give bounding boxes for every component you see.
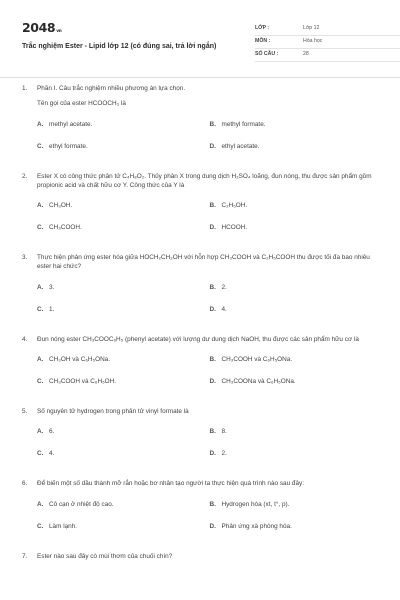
option-text: CH₃COOH và C₆H₅ONa.: [221, 355, 293, 363]
meta-row-subject: [255, 36, 400, 49]
meta-label: SỐ CÂU :: [255, 51, 279, 58]
option-letter: B.: [209, 355, 216, 363]
question-7: [22, 552, 382, 561]
question-number: 1.: [22, 85, 28, 92]
option-b[interactable]: [210, 283, 383, 305]
options: [22, 120, 382, 164]
question-number: 3.: [22, 254, 28, 262]
option-b[interactable]: [210, 120, 383, 142]
question-text: Để biến một số dầu thành mỡ rắn hoặc bơ nhân tạo người ta thực hiện quá trình nào sau đây:: [37, 480, 304, 488]
meta-label: LỚP :: [255, 25, 270, 32]
option-row: [37, 283, 382, 305]
option-b[interactable]: [210, 500, 383, 522]
option-a[interactable]: [37, 427, 210, 449]
site-logo[interactable]: [22, 19, 61, 37]
meta-value: 28: [303, 51, 309, 58]
option-c[interactable]: [37, 449, 210, 471]
option-letter: C.: [37, 522, 44, 530]
question-head: [22, 407, 382, 416]
option-text: Phản ứng xà phòng hóa.: [221, 522, 292, 530]
option-b[interactable]: [210, 355, 383, 377]
options: [22, 500, 382, 544]
option-text: 1.: [49, 305, 55, 313]
option-text: CH₃COOH.: [49, 224, 82, 232]
option-row: [37, 201, 382, 223]
option-text: CH₃COOH và C₆H₅OH.: [49, 377, 117, 385]
option-a[interactable]: [37, 120, 210, 142]
options: [22, 283, 382, 327]
meta-table: [255, 23, 400, 62]
question-head: [22, 479, 382, 488]
option-row: [37, 377, 382, 399]
question-text: Đun nóng ester CH₃COOC₆H₅ (phenyl acetate) với lượng dư dung dịch NaOH, thu được các sản phẩm hữu cơ là: [37, 335, 359, 343]
option-a[interactable]: [37, 201, 210, 223]
options: [22, 201, 382, 245]
meta-row-class: [255, 23, 400, 36]
option-row: [37, 142, 382, 164]
option-d[interactable]: [210, 522, 383, 544]
meta-value: Lớp 12: [303, 25, 320, 32]
option-letter: B.: [209, 283, 216, 291]
question-head: [22, 335, 382, 344]
option-d[interactable]: [210, 449, 383, 471]
option-row: [37, 305, 382, 327]
option-row: [37, 500, 382, 522]
option-letter: A.: [37, 428, 44, 436]
option-text: ethyl formate.: [49, 142, 88, 150]
option-letter: B.: [209, 120, 216, 128]
option-letter: C.: [37, 377, 44, 385]
question-text: Ester nào sau đây có mùi thơm của chuối chín?: [37, 552, 173, 560]
option-text: 4.: [221, 305, 227, 313]
option-text: ethyl acetate.: [221, 142, 260, 150]
option-c[interactable]: [37, 142, 210, 164]
option-a[interactable]: [37, 283, 210, 305]
question-text: Thực hiện phản ứng ester hóa giữa HOCH₂CH₂OH với hỗn hợp CH₃COOH và C₂H₅COOH thu được tối đa bao nhiêu ester hai chức?: [37, 254, 370, 271]
option-text: 3.: [49, 283, 55, 291]
question-head: [22, 552, 382, 561]
option-letter: B.: [209, 202, 216, 210]
option-b[interactable]: [210, 201, 383, 223]
question-number: 4.: [22, 335, 28, 343]
question-number: 7.: [22, 552, 28, 560]
question-5: [22, 407, 382, 471]
option-text: methyl acetate.: [49, 120, 93, 128]
option-row: [37, 427, 382, 449]
option-text: 4.: [49, 450, 55, 458]
option-b[interactable]: [210, 427, 383, 449]
option-letter: D.: [209, 522, 216, 530]
worksheet-title: Trắc nghiệm Ester - Lipid lớp 12 (có đúng sai, trả lời ngắn): [22, 43, 217, 50]
option-letter: C.: [37, 142, 44, 150]
option-text: CH₃OH.: [49, 202, 73, 210]
option-text: 2.: [221, 450, 227, 458]
option-text: Cô cạn ở nhiệt độ cao.: [49, 500, 114, 508]
option-letter: A.: [37, 202, 44, 210]
question-head: [22, 253, 382, 272]
option-letter: C.: [37, 305, 44, 313]
option-text: Làm lạnh.: [49, 522, 78, 530]
option-letter: B.: [209, 428, 216, 436]
header: [22, 10, 378, 68]
question-4: [22, 335, 382, 399]
option-row: [37, 522, 382, 544]
logo-text: 2048: [22, 20, 56, 35]
option-text: C₂H₅OH.: [221, 202, 248, 210]
option-text: 6.: [49, 428, 55, 436]
option-row: [37, 449, 382, 471]
option-text: 8.: [221, 428, 227, 436]
question-2: [22, 172, 382, 246]
option-letter: D.: [209, 305, 216, 313]
option-text: Hydrogen hóa (xt, t°, p).: [221, 500, 290, 508]
option-a[interactable]: [37, 500, 210, 522]
question-number: 6.: [22, 480, 28, 488]
option-letter: D.: [209, 142, 216, 150]
option-letter: B.: [209, 500, 216, 508]
question-3: [22, 253, 382, 327]
question-6: [22, 479, 382, 543]
option-d[interactable]: [210, 223, 383, 245]
question-list: [22, 84, 382, 561]
option-text: 2.: [221, 283, 227, 291]
question-text: Số nguyên tử hydrogen trong phân tử vinyl formate là: [37, 407, 189, 415]
question-text: Ester X có công thức phân tử C₄H₈O₂. Thủy phân X trong dung dịch H₂SO₄ loãng, đun nóng, thu được sản phẩm gồm propionic acid và chất hữu cơ Y. Công thức của Y là: [37, 172, 372, 189]
question-stem: Tên gọi của ester HCOOCH₃ là: [37, 100, 126, 108]
question-head: [22, 84, 382, 93]
option-row: [37, 120, 382, 142]
option-d[interactable]: [210, 142, 383, 164]
option-c[interactable]: [37, 223, 210, 245]
option-text: HCOOH.: [221, 224, 248, 232]
option-letter: D.: [209, 377, 216, 385]
meta-value: Hóa học: [303, 38, 323, 45]
meta-label: MÔN :: [255, 38, 271, 45]
option-c[interactable]: [37, 377, 210, 399]
options: [22, 427, 382, 471]
logo-suffix: vn: [56, 29, 62, 34]
option-a[interactable]: [37, 355, 210, 377]
option-letter: C.: [37, 224, 44, 232]
option-d[interactable]: [210, 377, 383, 399]
option-text: methyl formate.: [221, 120, 266, 128]
option-d[interactable]: [210, 305, 383, 327]
question-text: Phần I. Câu trắc nghiệm nhiều phương án lựa chọn.: [37, 85, 186, 92]
option-c[interactable]: [37, 522, 210, 544]
meta-row-count: [255, 49, 400, 62]
option-letter: A.: [37, 500, 44, 508]
question-number: 2.: [22, 172, 28, 180]
question-1: [22, 84, 382, 164]
option-letter: A.: [37, 120, 44, 128]
option-row: [37, 223, 382, 245]
option-text: CH₃COONa và C₆H₅ONa.: [221, 377, 296, 385]
question-head: [22, 172, 382, 191]
options: [22, 355, 382, 399]
option-letter: A.: [37, 355, 44, 363]
question-number: 5.: [22, 407, 28, 415]
option-letter: C.: [37, 450, 44, 458]
option-row: [37, 355, 382, 377]
option-letter: D.: [209, 224, 216, 232]
option-letter: D.: [209, 450, 216, 458]
option-c[interactable]: [37, 305, 210, 327]
header-divider: [0, 77, 400, 78]
option-letter: A.: [37, 283, 44, 291]
option-text: CH₃OH và C₆H₅ONa.: [49, 355, 111, 363]
